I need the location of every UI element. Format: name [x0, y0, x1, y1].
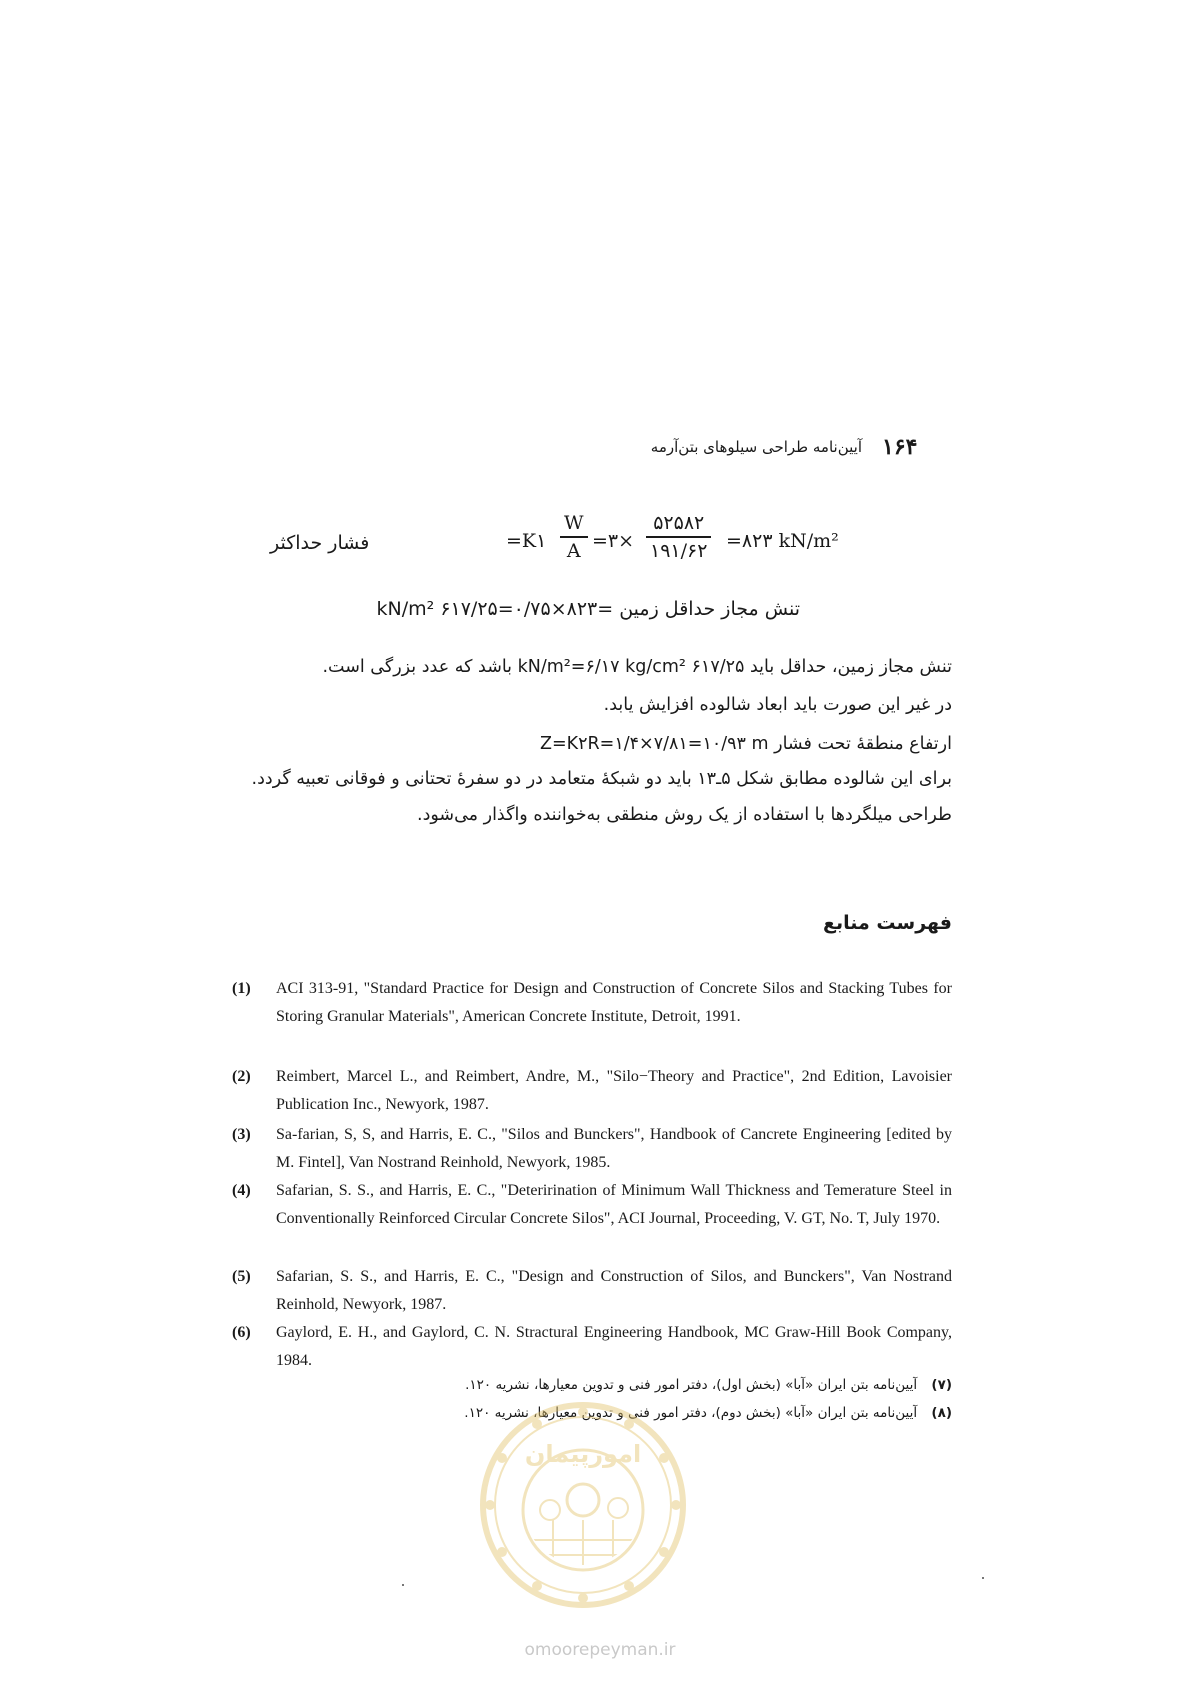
farsi-reference-item: (۷) آیین‌نامه بتن ایران «آبا» (بخش اول)، دفتر امور فنی و تدوین معیارها، نشریه ۱۲۰.: [465, 1377, 952, 1393]
paragraph-compression-zone: ارتفاع منطقهٔ تحت فشار Z=K۲R=۱/۴×۷/۸۱=۱۰/۹۳ m: [540, 734, 952, 754]
reference-item: (6) Gaylord, E. H., and Gaylord, C. N. Stractural Engineering Handbook, MC Graw-Hill Book Company, 1984.: [232, 1324, 952, 1369]
max-pressure-equation: [270, 512, 839, 578]
eq1-fraction: ۵۲۵۸۲ ۱۹۱/۶۲: [646, 512, 711, 562]
farsi-reference-item: (۸) آیین‌نامه بتن ایران «آبا» (بخش دوم)، دفتر امور فنی و تدوین معیارها، نشریه ۱۲۰.: [464, 1405, 952, 1421]
eq1-mult: =۳×: [592, 530, 635, 552]
running-title: آیین‌نامه طراحی سیلوهای بتن‌آرمه: [650, 438, 862, 456]
paragraph-reinforcement-mesh: برای این شالوده مطابق شکل ۵ـ۱۳ باید دو شبکهٔ متعامد در دو سفرهٔ تحتانی و فوقانی تعبیه گردد.: [251, 769, 952, 789]
references-heading: فهرست منابع: [823, 912, 952, 934]
allowable-stress-equation: تنش مجاز حداقل زمین =۸۲۳×۰/۷۵=۶۱۷/۲۵ kN/m²: [376, 598, 800, 620]
eq1-label: فشار حداکثر: [270, 532, 370, 554]
svg-text:امورپیمان: امورپیمان: [524, 1440, 642, 1468]
watermark-seal: [478, 1400, 688, 1610]
paragraph-soil-stress: تنش مجاز زمین، حداقل باید ۶۱۷/۲۵ kN/m²=۶/۱۷ kg/cm² باشد که عدد بزرگی است.: [322, 657, 952, 677]
eq1-k: =K۱: [506, 530, 547, 552]
eq1-w-over-a: W A: [560, 512, 588, 562]
eq1-result: =۸۲۳ kN/m²: [726, 530, 839, 552]
reference-item: (4) Safarian, S. S., and Harris, E. C., "Deterirination of Minimum Wall Thickness and Temerature Steel in Conventionally Reinforced Circular Concrete Silos", ACI Journal, Proceeding, V. GT, No. T, July 1970.: [232, 1182, 952, 1227]
paragraph-rebar-design: طراحی میلگردها با استفاده از یک روش منطقی به‌خواننده واگذار می‌شود.: [417, 805, 952, 825]
speck: [402, 1584, 404, 1586]
paragraph-foundation-size: در غیر این صورت باید ابعاد شالوده افزایش یابد.: [603, 695, 952, 715]
speck: [982, 1577, 984, 1579]
reference-item: (5) Safarian, S. S., and Harris, E. C., "Design and Construction of Silos, and Bunckers", Van Nostrand Reinhold, Newyork, 1987.: [232, 1268, 952, 1313]
footer-url: omoorepeyman.ir: [524, 1640, 676, 1660]
reference-item: (1) ACI 313-91, "Standard Practice for Design and Construction of Concrete Silos and Stacking Tubes for Storing Granular Materials", American Concrete Institute, Detroit, 1991.: [232, 980, 952, 1025]
reference-item: (2) Reimbert, Marcel L., and Reimbert, Andre, M., "Silo−Theory and Practice", 2nd Edition, Lavoisier Publication Inc., Newyork, 1987.: [232, 1068, 952, 1113]
reference-item: (3) Sa-farian, S, S, and Harris, E. C., "Silos and Bunckers", Handbook of Cancrete Engineering [edited by M. Fintel], Van Nostrand Reinhold, Newyork, 1985.: [232, 1126, 952, 1171]
page-number: ۱۶۴: [882, 434, 918, 460]
